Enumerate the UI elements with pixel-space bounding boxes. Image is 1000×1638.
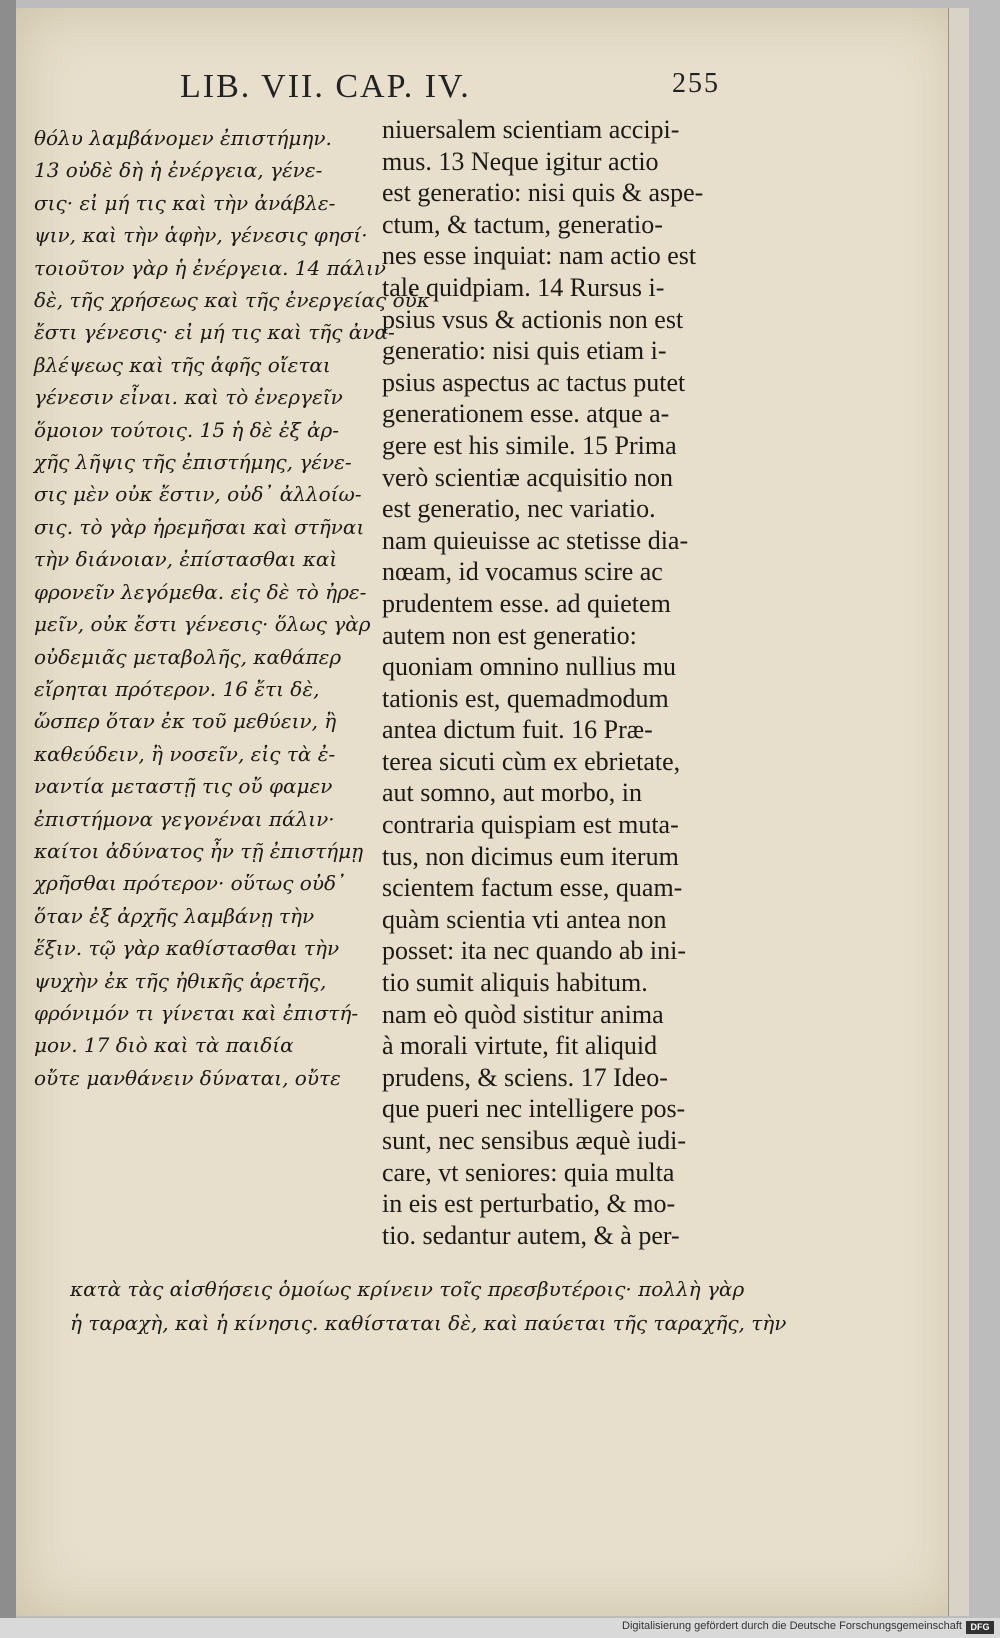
text-line: posset: ita nec quando ab ini- [382, 936, 686, 966]
text-line: mus. 13 Neque igitur actio [382, 146, 659, 176]
text-line: ὅταν ἐξ ἀρχῆς λαμβάνῃ τὴν [34, 903, 315, 928]
text-line: τὴν διάνοιαν, ἐπίστασθαι καὶ [34, 547, 338, 572]
running-head [180, 68, 720, 112]
digitization-footer [0, 1618, 1000, 1638]
text-line: tationis est, quemadmodum [382, 683, 669, 713]
text-line: à morali virtute, fit aliquid [382, 1031, 658, 1061]
text-line: terea sicuti cùm ex ebrietate, [382, 746, 681, 776]
latin-text-column [382, 114, 718, 1251]
text-line: prudentem esse. ad quietem [382, 588, 671, 618]
text-line: ἡ ταραχὴ, καὶ ἡ κίνησις. καθίσταται δὲ, καὶ παύεται τῆς ταραχῆς, τὴν [70, 1311, 787, 1335]
greek-text-footer [70, 1272, 787, 1340]
text-line: psius vsus & actionis non est [382, 304, 684, 334]
text-line: tio sumit aliquis habitum. [382, 968, 648, 998]
text-line: autem non est generatio: [382, 620, 637, 650]
text-line: prudens, & sciens. 17 Ideo- [382, 1062, 668, 1092]
text-line: γένεσιν εἶναι. καὶ τὸ ἐνεργεῖν [34, 385, 343, 410]
text-line: quàm scientia vti antea non [382, 904, 667, 934]
text-line: nes esse inquiat: nam actio est [382, 241, 697, 271]
text-line: καίτοι ἀδύνατος ἦν τῇ ἐπιστήμῃ [34, 838, 364, 863]
text-line: verò scientiæ acquisitio non [382, 462, 674, 492]
text-line: σις μὲν οὐκ ἔστιν, οὐδ᾽ ἀλλοίω- [34, 482, 362, 507]
scan-left-margin [0, 0, 16, 1638]
text-line: ctum, & tactum, generatio- [382, 209, 663, 239]
text-line: niuersalem scientiam accipi- [382, 115, 680, 144]
dfg-logo: DFG [966, 1621, 994, 1634]
text-line: contraria quispiam est muta- [382, 810, 679, 840]
text-line: κατὰ τὰς αἰσθήσεις ὁμοίως κρίνειν τοῖς πρεσβυτέροις· πολλὴ γὰρ [70, 1277, 745, 1301]
page-edge [948, 8, 969, 1616]
text-line: δὲ, τῆς χρήσεως καὶ τῆς ἐνεργείας οὐκ [34, 288, 430, 313]
text-line: in eis est perturbatio, & mo- [382, 1189, 676, 1219]
text-line: ἕξιν. τῷ γὰρ καθίστασθαι τὴν [34, 936, 340, 961]
text-line: σις· εἰ μή τις καὶ τὴν ἀνάβλε- [34, 190, 336, 215]
text-line: sunt, nec sensibus æquè iudi- [382, 1126, 687, 1155]
text-line: θόλυ λαμβάνομεν ἐπιστήμην. [34, 126, 332, 150]
text-line: est generatio, nec variatio. [382, 494, 656, 524]
text-line: ναντία μεταστῇ τις οὔ φαμεν [34, 774, 333, 799]
text-line: βλέψεως καὶ τῆς ἁφῆς οἴεται [34, 352, 331, 377]
text-line: εἴρηται πρότερον. 16 ἔτι δὲ, [34, 676, 320, 701]
text-line: μεῖν, οὐκ ἔστι γένεσις· ὅλως γὰρ [34, 612, 371, 637]
text-line: que pueri nec intelligere pos- [382, 1094, 686, 1124]
text-line: ὥσπερ ὅταν ἐκ τοῦ μεθύειν, ἢ [34, 709, 337, 734]
text-line: care, vt seniores: quia multa [382, 1157, 675, 1187]
text-line: tio. sedantur autem, & à per- [382, 1220, 680, 1250]
text-line: οὐδεμιᾶς μεταβολῆς, καθάπερ [34, 644, 342, 669]
text-line: ψιν, καὶ τὴν ἁφὴν, γένεσις φησί· [34, 223, 368, 248]
text-line: antea dictum fuit. 16 Præ- [382, 715, 653, 745]
text-line: generationem esse. atque a- [382, 399, 670, 429]
text-line: ὅμοιον τούτοις. 15 ἡ δὲ ἐξ ἀρ- [34, 417, 340, 442]
text-line: generatio: nisi quis etiam i- [382, 336, 667, 366]
text-line: ψυχὴν ἐκ τῆς ἠθικῆς ἀρετῆς, [34, 968, 327, 993]
text-line: φρόνιμόν τι γίνεται καὶ ἐπιστή- [34, 1000, 359, 1025]
digitization-credit: Digitalisierung gefördert durch die Deutsche Forschungsgemeinschaft [622, 1620, 962, 1632]
text-line: psius aspectus ac tactus putet [382, 367, 686, 397]
running-head-title: LIB. VII. CAP. IV. [180, 68, 471, 105]
greek-text-column [34, 122, 430, 1094]
text-line: τοιοῦτον γὰρ ἡ ἐνέργεια. 14 πάλιν [34, 255, 386, 280]
page-number: 255 [672, 68, 720, 99]
text-line: χρῆσθαι πρότερον· οὕτως οὐδ᾽ [34, 871, 347, 896]
text-line: quoniam omnino nullius mu [382, 652, 676, 682]
text-line: φρονεῖν λεγόμεθα. εἰς δὲ τὸ ἠρε- [34, 579, 367, 604]
text-line: tus, non dicimus eum iterum [382, 841, 679, 871]
text-line: σις. τὸ γὰρ ἠρεμῆσαι καὶ στῆναι [34, 514, 365, 539]
text-line: est generatio: nisi quis & aspe- [382, 178, 704, 208]
text-line: ἔστι γένεσις· εἰ μή τις καὶ τῆς ἀνα- [34, 320, 395, 345]
text-line: scientem factum esse, quam- [382, 873, 683, 903]
text-line: 13 οὐδὲ δὴ ἡ ἐνέργεια, γένε- [34, 158, 323, 183]
text-line: χῆς λῆψις τῆς ἐπιστήμης, γένε- [34, 450, 352, 475]
text-line: ἐπιστήμονα γεγονέναι πάλιν· [34, 806, 335, 831]
text-line: nam quieuisse ac stetisse dia- [382, 525, 689, 555]
text-line: καθεύδειν, ἢ νοσεῖν, εἰς τὰ ἐ- [34, 741, 336, 766]
text-line: gere est his simile. 15 Prima [382, 430, 677, 460]
text-line: οὔτε μανθάνειν δύναται, οὔτε [34, 1065, 341, 1090]
text-line: tale quidpiam. 14 Rursus i- [382, 272, 665, 302]
text-line: μον. 17 διὸ καὶ τὰ παιδία [34, 1033, 294, 1058]
text-line: nœam, id vocamus scire ac [382, 557, 663, 587]
text-line: aut somno, aut morbo, in [382, 778, 642, 808]
text-line: nam eò quòd sistitur anima [382, 999, 664, 1029]
